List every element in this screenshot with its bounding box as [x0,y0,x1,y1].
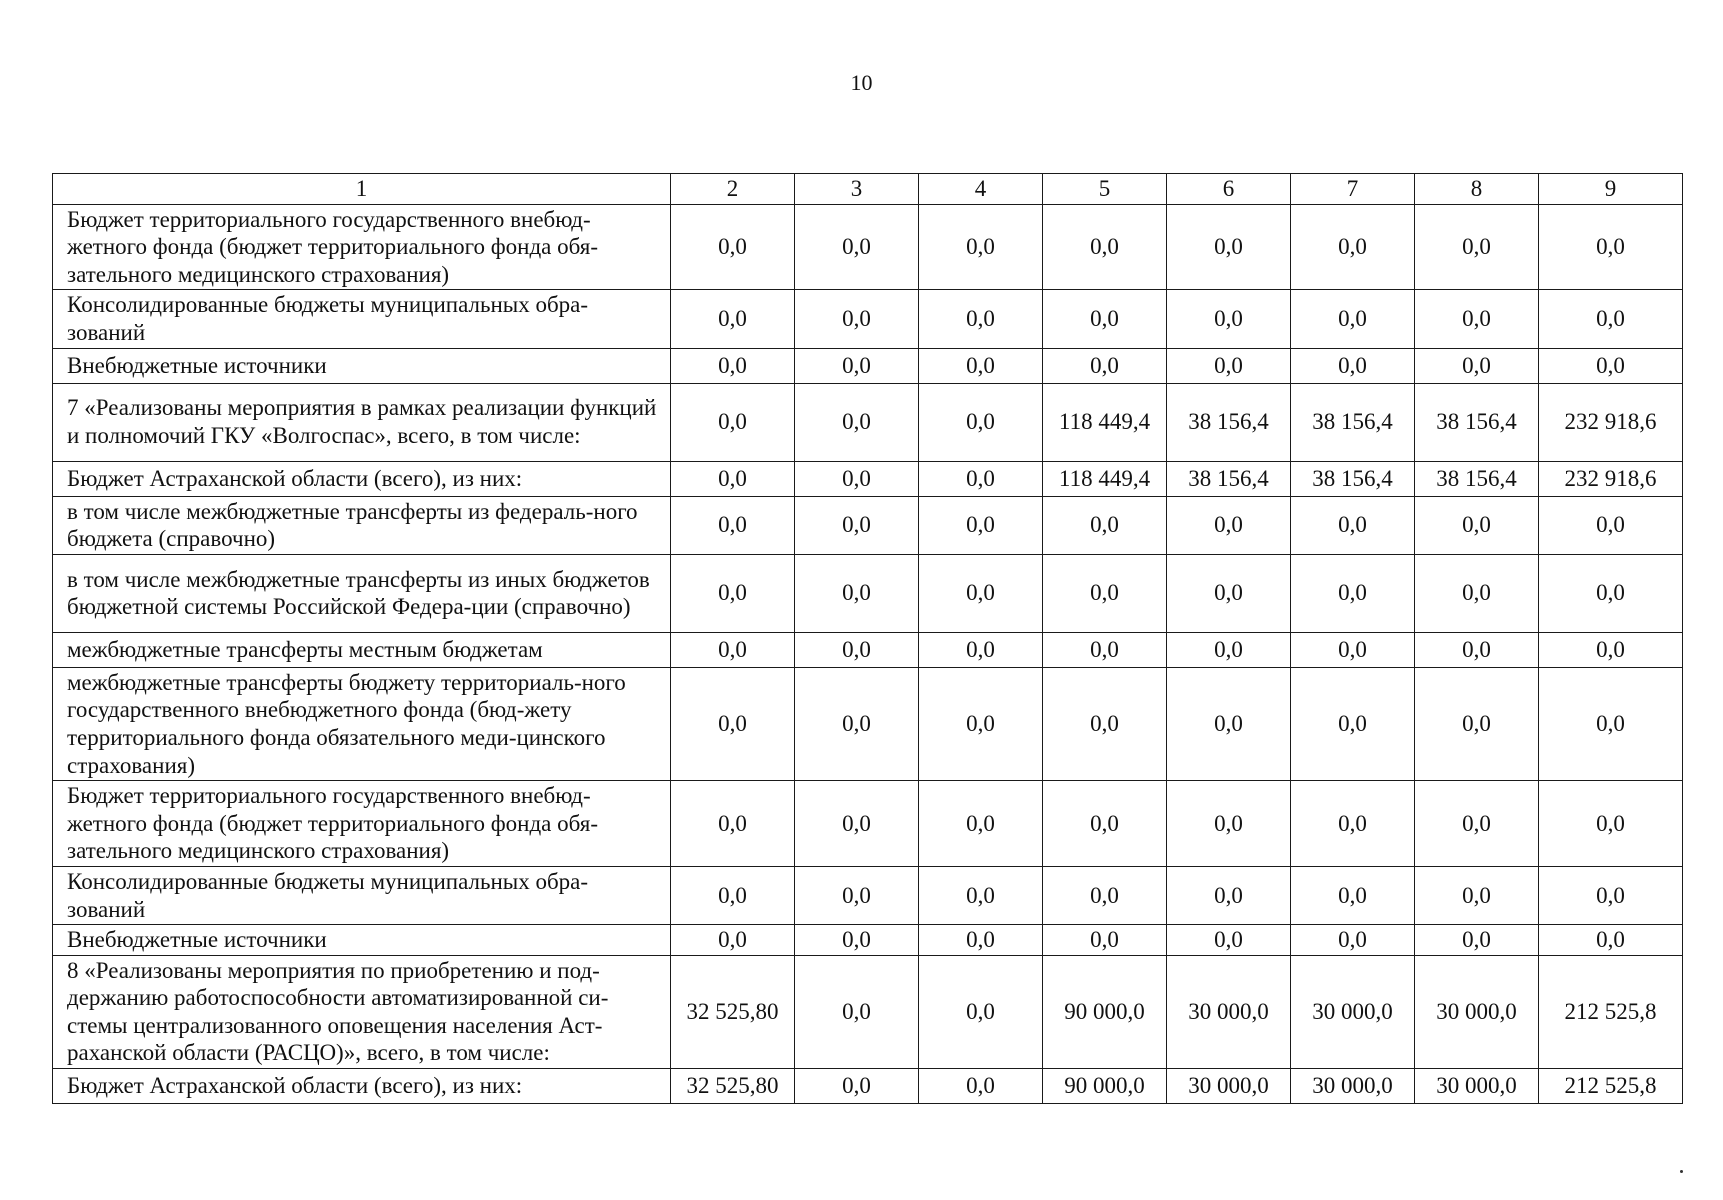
header-row [53,174,1683,205]
column-header: 4 [919,174,1043,205]
value-cell: 0,0 [1167,632,1291,667]
table-row [53,496,1683,554]
value-cell: 0,0 [671,204,795,290]
value-cell: 0,0 [1043,204,1167,290]
value-cell: 0,0 [1043,781,1167,867]
value-cell: 32 525,80 [671,1069,795,1104]
table-row [53,204,1683,290]
value-cell: 0,0 [1539,781,1683,867]
value-cell: 0,0 [671,348,795,383]
value-cell: 38 156,4 [1415,461,1539,496]
value-cell: 0,0 [1291,866,1415,924]
value-cell: 0,0 [1043,925,1167,956]
value-cell: 38 156,4 [1291,383,1415,461]
value-cell: 0,0 [1043,554,1167,632]
value-cell: 90 000,0 [1043,1069,1167,1104]
value-cell: 0,0 [919,1069,1043,1104]
value-cell: 0,0 [1043,496,1167,554]
value-cell: 0,0 [795,632,919,667]
value-cell: 0,0 [919,632,1043,667]
value-cell: 38 156,4 [1167,383,1291,461]
value-cell: 0,0 [1415,781,1539,867]
value-cell: 0,0 [1043,290,1167,348]
value-cell: 0,0 [1415,866,1539,924]
value-cell: 0,0 [1415,204,1539,290]
row-label: Бюджет Астраханской области (всего), из них: [53,461,671,496]
value-cell: 38 156,4 [1415,383,1539,461]
table-row [53,1069,1683,1104]
value-cell: 0,0 [1539,866,1683,924]
value-cell: 0,0 [1415,554,1539,632]
value-cell: 38 156,4 [1291,461,1415,496]
row-label: Бюджет территориального государственного внебюд-жетного фонда (бюджет территориального фонда обя-зательного медицинского страхования) [53,781,671,867]
value-cell: 0,0 [1043,632,1167,667]
value-cell: 32 525,80 [671,955,795,1068]
value-cell: 232 918,6 [1539,383,1683,461]
value-cell: 0,0 [1539,496,1683,554]
row-label: 8 «Реализованы мероприятия по приобретению и под-держанию работоспособности автоматизированной си-стемы централизованного оповещения населения Аст-раханской области (РАСЦО)», всего, в том числе: [53,955,671,1068]
value-cell: 0,0 [1539,204,1683,290]
value-cell: 0,0 [1291,554,1415,632]
value-cell: 30 000,0 [1291,1069,1415,1104]
value-cell: 0,0 [1167,290,1291,348]
column-header: 6 [1167,174,1291,205]
value-cell: 0,0 [1539,554,1683,632]
column-header: 3 [795,174,919,205]
value-cell: 232 918,6 [1539,461,1683,496]
value-cell: 0,0 [1539,348,1683,383]
row-label: межбюджетные трансферты местным бюджетам [53,632,671,667]
value-cell: 30 000,0 [1291,955,1415,1068]
value-cell: 0,0 [795,866,919,924]
value-cell: 0,0 [919,204,1043,290]
value-cell: 0,0 [1167,925,1291,956]
value-cell: 0,0 [919,290,1043,348]
value-cell: 30 000,0 [1415,1069,1539,1104]
value-cell: 0,0 [795,925,919,956]
table-row [53,348,1683,383]
value-cell: 0,0 [795,461,919,496]
value-cell: 38 156,4 [1167,461,1291,496]
value-cell: 0,0 [671,632,795,667]
value-cell: 0,0 [1415,348,1539,383]
value-cell: 30 000,0 [1167,1069,1291,1104]
value-cell: 0,0 [1415,667,1539,780]
value-cell: 0,0 [919,383,1043,461]
row-label: в том числе межбюджетные трансферты из иных бюджетов бюджетной системы Российской Федера-ции (справочно) [53,554,671,632]
table-row [53,781,1683,867]
table-row [53,667,1683,780]
value-cell: 0,0 [795,781,919,867]
value-cell: 0,0 [1291,632,1415,667]
value-cell: 0,0 [1415,632,1539,667]
value-cell: 0,0 [671,866,795,924]
row-label: Бюджет территориального государственного внебюд-жетного фонда (бюджет территориального фонда обя-зательного медицинского страхования) [53,204,671,290]
value-cell: 212 525,8 [1539,955,1683,1068]
value-cell: 0,0 [1167,204,1291,290]
table-row [53,925,1683,956]
value-cell: 0,0 [1167,348,1291,383]
value-cell: 0,0 [1291,496,1415,554]
page-number: 10 [850,70,873,95]
value-cell: 0,0 [795,204,919,290]
row-label: Внебюджетные источники [53,348,671,383]
row-label: 7 «Реализованы мероприятия в рамках реализации функций и полномочий ГКУ «Волгоспас», всего, в том числе: [53,383,671,461]
value-cell: 0,0 [919,554,1043,632]
value-cell: 0,0 [1167,781,1291,867]
table-row [53,866,1683,924]
value-cell: 0,0 [919,496,1043,554]
value-cell: 0,0 [1043,348,1167,383]
value-cell: 0,0 [795,496,919,554]
row-label: в том числе межбюджетные трансферты из федераль-ного бюджета (справочно) [53,496,671,554]
value-cell: 0,0 [1415,496,1539,554]
value-cell: 0,0 [795,290,919,348]
value-cell: 0,0 [1291,925,1415,956]
column-header: 8 [1415,174,1539,205]
value-cell: 0,0 [1167,496,1291,554]
value-cell: 30 000,0 [1167,955,1291,1068]
value-cell: 0,0 [795,554,919,632]
value-cell: 0,0 [919,955,1043,1068]
value-cell: 0,0 [1415,290,1539,348]
value-cell: 0,0 [671,781,795,867]
value-cell: 0,0 [795,667,919,780]
column-header: 5 [1043,174,1167,205]
value-cell: 0,0 [919,781,1043,867]
value-cell: 0,0 [671,554,795,632]
row-label: межбюджетные трансферты бюджету территориаль-ного государственного внебюджетного фонда (бюд-жету территориального фонда обязательного меди-цинского страхования) [53,667,671,780]
column-header: 7 [1291,174,1415,205]
table-row [53,955,1683,1068]
row-label: Консолидированные бюджеты муниципальных обра-зований [53,866,671,924]
column-header: 1 [53,174,671,205]
value-cell: 0,0 [1167,866,1291,924]
value-cell: 0,0 [1539,290,1683,348]
value-cell: 0,0 [919,667,1043,780]
table-row [53,632,1683,667]
value-cell: 0,0 [1415,925,1539,956]
value-cell: 0,0 [795,348,919,383]
value-cell: 0,0 [795,383,919,461]
row-label: Бюджет Астраханской области (всего), из них: [53,1069,671,1104]
column-header: 2 [671,174,795,205]
value-cell: 0,0 [1291,348,1415,383]
table-row [53,554,1683,632]
value-cell: 212 525,8 [1539,1069,1683,1104]
value-cell: 0,0 [671,383,795,461]
row-label: Внебюджетные источники [53,925,671,956]
value-cell: 0,0 [1291,290,1415,348]
table-row [53,383,1683,461]
value-cell: 0,0 [919,461,1043,496]
value-cell: 90 000,0 [1043,955,1167,1068]
value-cell: 0,0 [795,1069,919,1104]
value-cell: 0,0 [1539,667,1683,780]
budget-table [52,173,1683,1104]
value-cell: 0,0 [1167,554,1291,632]
value-cell: 0,0 [1539,632,1683,667]
value-cell: 0,0 [1291,667,1415,780]
value-cell: 0,0 [1539,925,1683,956]
value-cell: 0,0 [919,866,1043,924]
scan-dot [1680,1170,1683,1173]
column-header: 9 [1539,174,1683,205]
value-cell: 30 000,0 [1415,955,1539,1068]
value-cell: 0,0 [1291,204,1415,290]
value-cell: 0,0 [671,925,795,956]
value-cell: 0,0 [671,461,795,496]
row-label: Консолидированные бюджеты муниципальных обра-зований [53,290,671,348]
value-cell: 118 449,4 [1043,461,1167,496]
value-cell: 0,0 [671,290,795,348]
value-cell: 0,0 [671,667,795,780]
value-cell: 0,0 [1167,667,1291,780]
value-cell: 0,0 [919,925,1043,956]
value-cell: 0,0 [1291,781,1415,867]
value-cell: 0,0 [1043,667,1167,780]
table-row [53,461,1683,496]
value-cell: 0,0 [1043,866,1167,924]
value-cell: 0,0 [671,496,795,554]
table-row [53,290,1683,348]
value-cell: 0,0 [919,348,1043,383]
value-cell: 118 449,4 [1043,383,1167,461]
value-cell: 0,0 [795,955,919,1068]
